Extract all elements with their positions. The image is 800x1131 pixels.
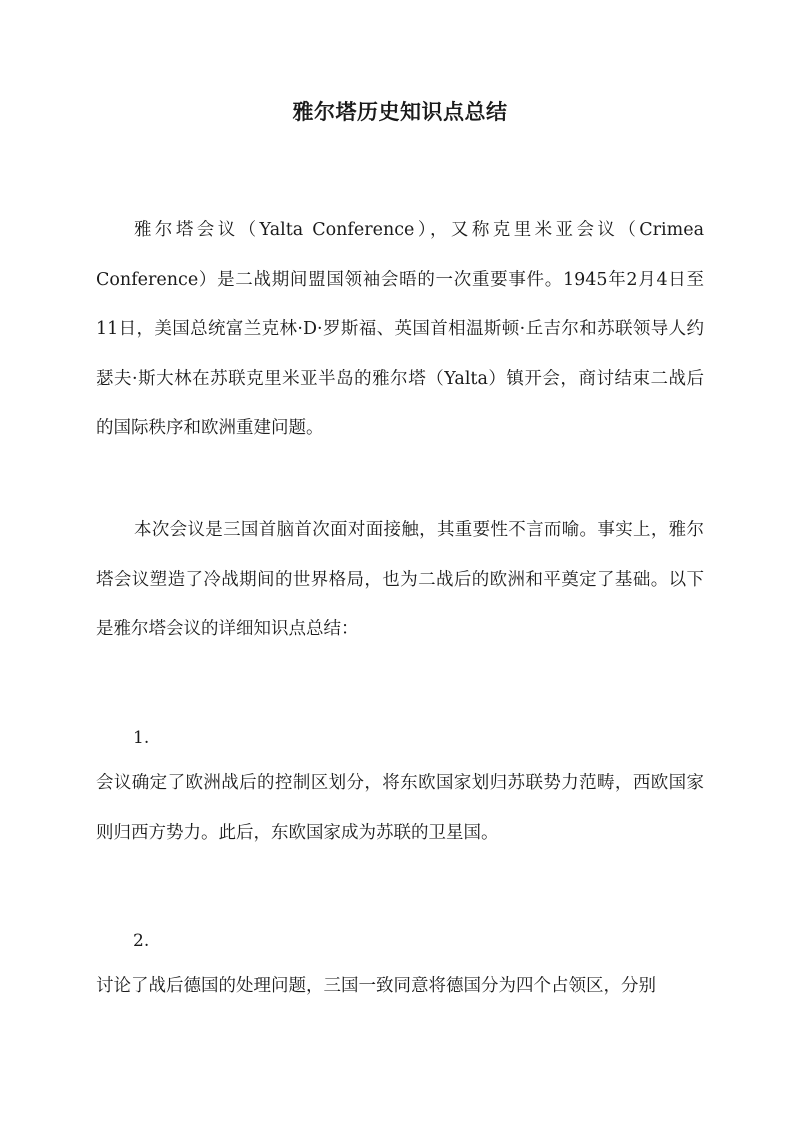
overview-paragraph: 本次会议是三国首脑首次面对面接触，其重要性不言而喻。事实上，雅尔塔会议塑造了冷战期间的世界格局，也为二战后的欧洲和平奠定了基础。以下是雅尔塔会议的详细知识点总结： — [96, 520, 704, 639]
list-item-number: 2. — [133, 931, 150, 951]
list-item-text: 讨论了战后德国的处理问题，三国一致同意将德国分为四个占领区，分别 — [96, 976, 656, 996]
intro-paragraph: 雅尔塔会议（Yalta Conference），又称克里米亚会议（Crimea Conference）是二战期间盟国领袖会晤的一次重要事件。1945年2月4日至11日，美国总统富兰克林·D·罗斯福、英国首相温斯顿·丘吉尔和苏联领导人约瑟夫·斯大林在苏联克里米亚半岛的雅尔塔（Yalta）镇开会，商讨结束二战后的国际秩序和欧洲重建问题。 — [96, 220, 704, 438]
list-item-text: 会议确定了欧洲战后的控制区划分，将东欧国家划归苏联势力范畴，西欧国家则归西方势力。此后，东欧国家成为苏联的卫星国。 — [96, 773, 704, 843]
document-title: 雅尔塔历史知识点总结 — [292, 99, 508, 124]
list-item-number: 1. — [133, 728, 150, 748]
